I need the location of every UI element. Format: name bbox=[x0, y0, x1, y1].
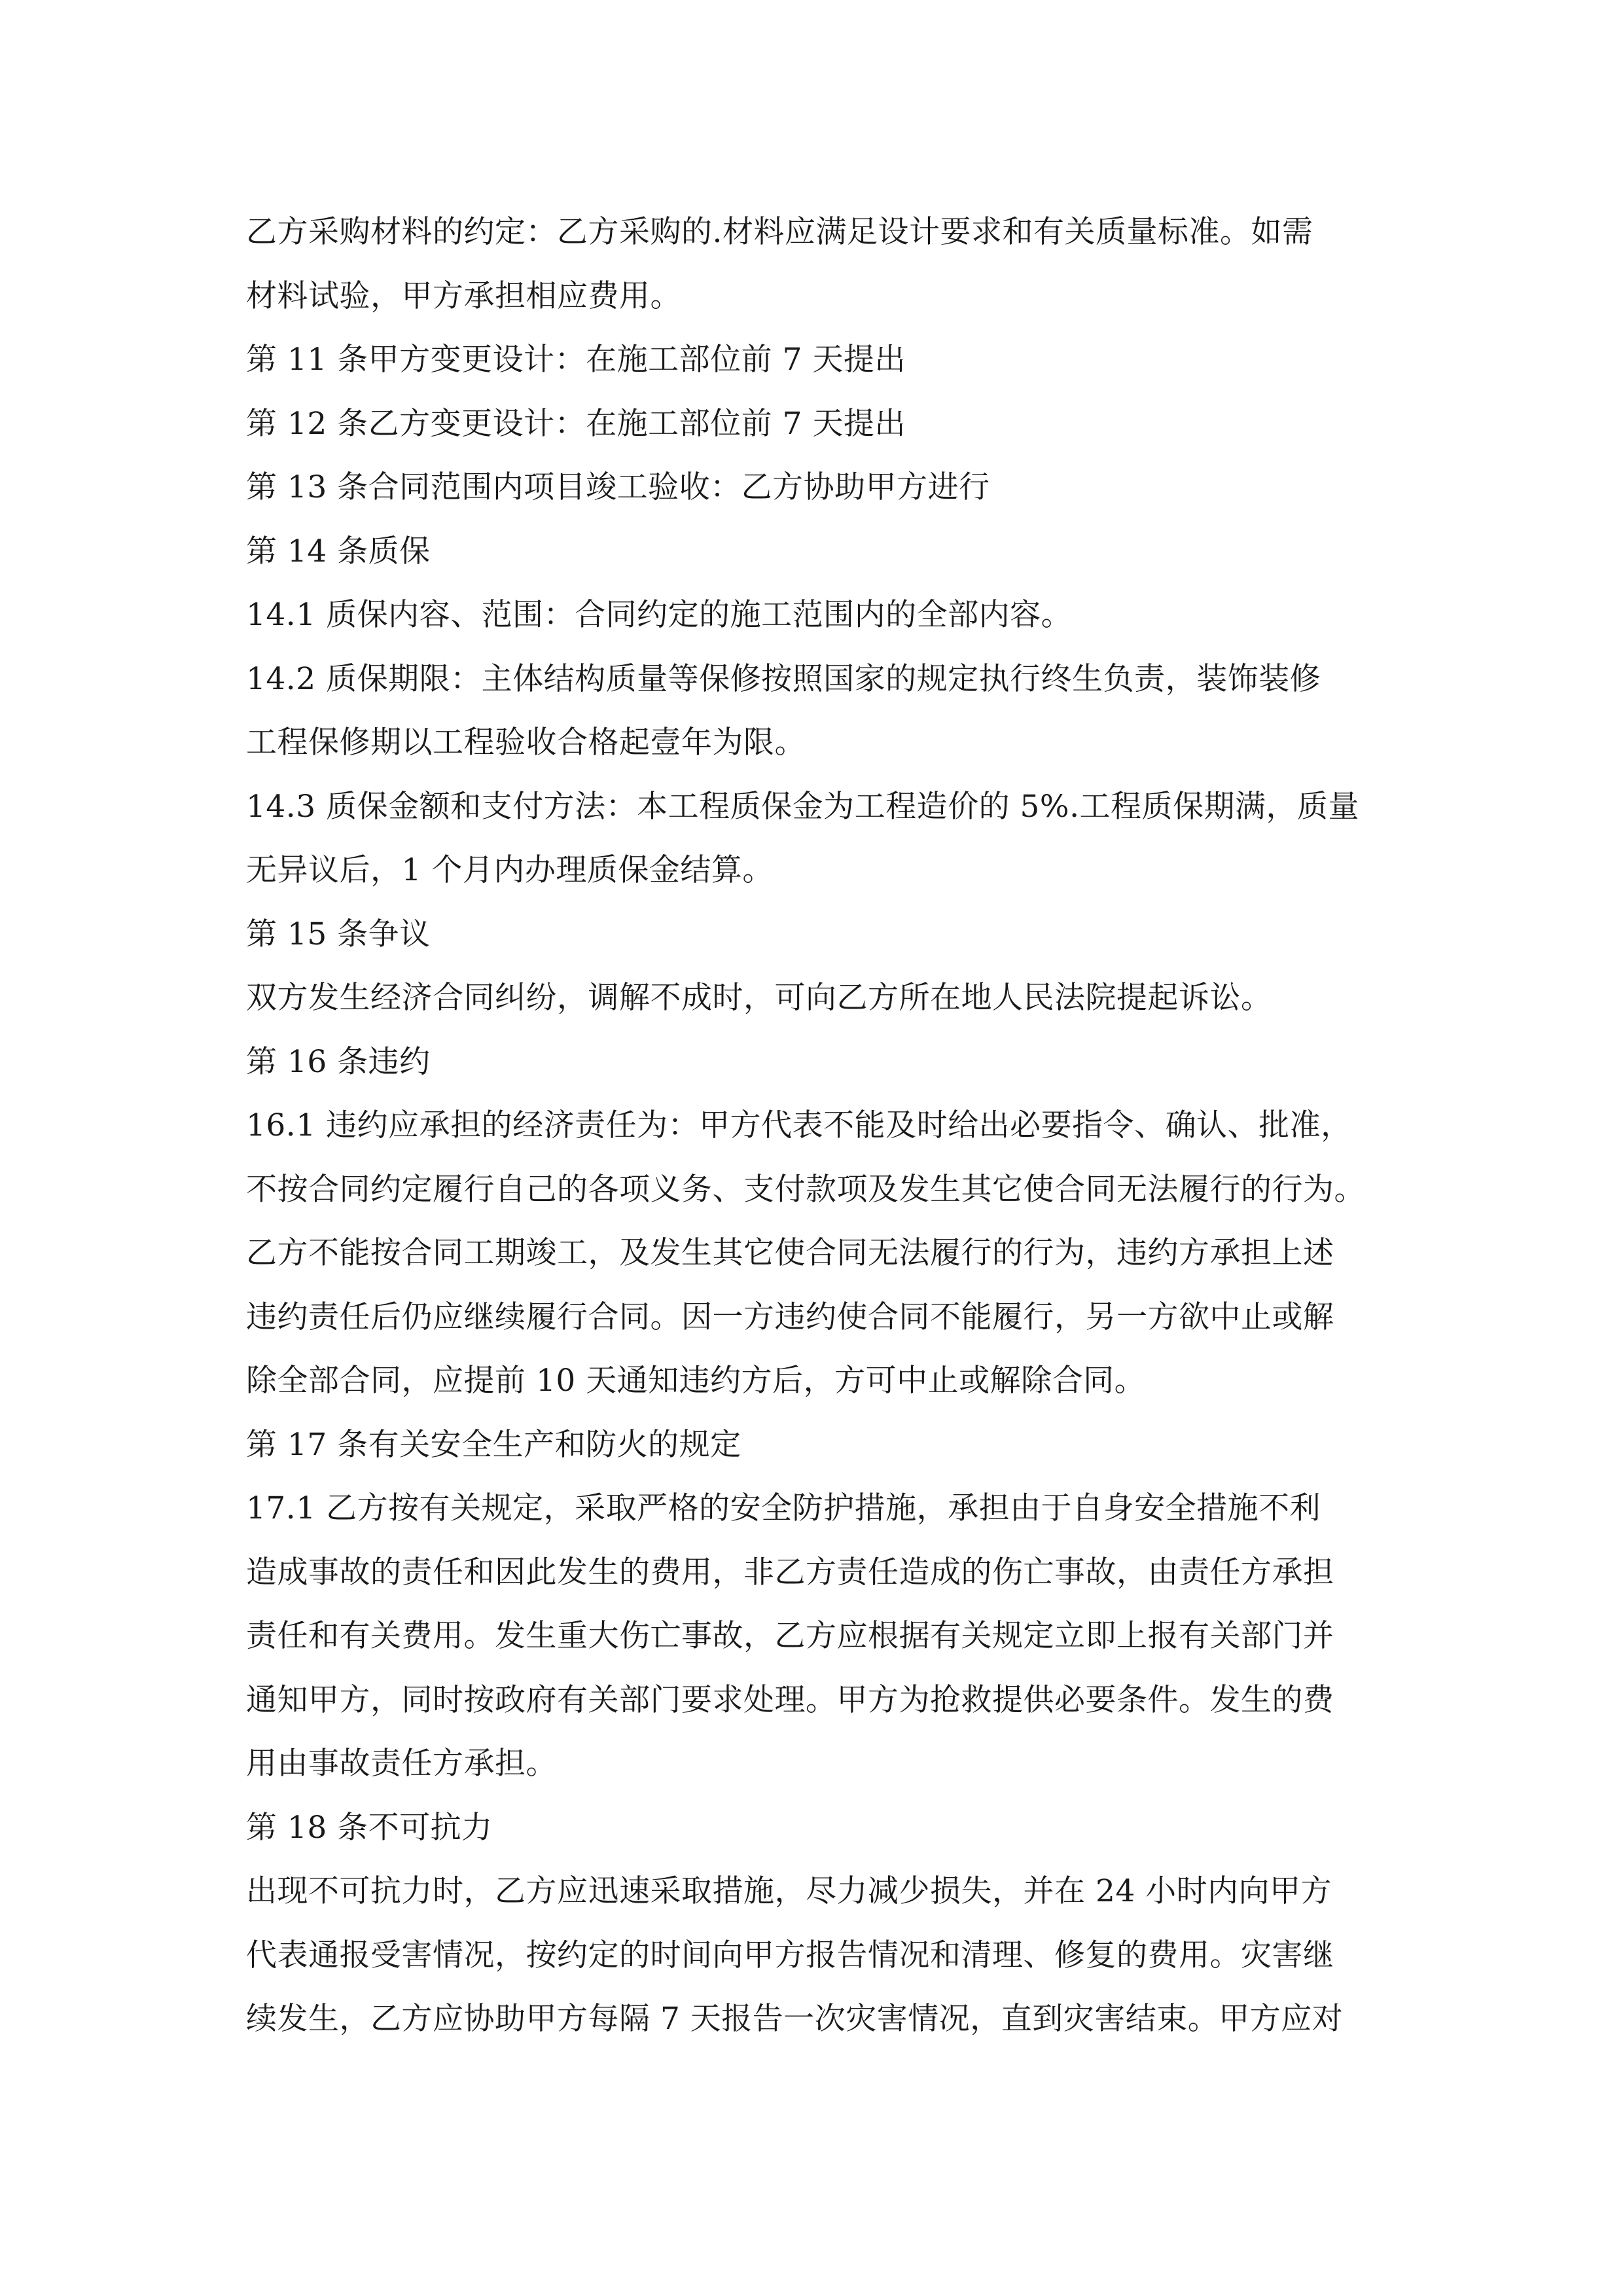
text-line: 用由事故责任方承担。 bbox=[246, 1746, 557, 1782]
clause-17-heading: 第 17 条有关安全生产和防火的规定 bbox=[246, 1426, 741, 1463]
text-line: 不按合同约定履行自己的各项义务、支付款项及发生其它使合同无法履行的行为。 bbox=[246, 1171, 1365, 1208]
clause-14-3: 14.3 质保金额和支付方法：本工程质保金为工程造价的 5%.工程质保期满，质量 bbox=[246, 788, 1360, 825]
text-line: 乙方采购材料的约定：乙方采购的.材料应满足设计要求和有关质量标准。如需 bbox=[246, 214, 1313, 250]
text-line: 通知甲方，同时按政府有关部门要求处理。甲方为抢救提供必要条件。发生的费 bbox=[246, 1681, 1334, 1718]
text-line: 工程保修期以工程验收合格起壹年为限。 bbox=[246, 725, 806, 761]
clause-12: 第 12 条乙方变更设计：在施工部位前 7 天提出 bbox=[246, 405, 906, 442]
clause-14-1: 14.1 质保内容、范围：合同约定的施工范围内的全部内容。 bbox=[246, 597, 1073, 633]
clause-18-heading: 第 18 条不可抗力 bbox=[246, 1809, 493, 1846]
clause-14-heading: 第 14 条质保 bbox=[246, 533, 431, 569]
text-line: 代表通报受害情况，按约定的时间向甲方报告情况和清理、修复的费用。灾害继 bbox=[246, 1937, 1334, 1973]
text-line: 除全部合同，应提前 10 天通知违约方后，方可中止或解除合同。 bbox=[246, 1363, 1146, 1399]
text-line: 责任和有关费用。发生重大伤亡事故，乙方应根据有关规定立即上报有关部门并 bbox=[246, 1618, 1334, 1654]
text-line: 材料试验，甲方承担相应费用。 bbox=[246, 278, 681, 314]
text-line: 无异议后，1 个月内办理质保金结算。 bbox=[246, 852, 774, 888]
clause-16-heading: 第 16 条违约 bbox=[246, 1043, 431, 1080]
clause-14-2: 14.2 质保期限：主体结构质量等保修按照国家的规定执行终生负责，装饰装修 bbox=[246, 660, 1321, 697]
clause-11: 第 11 条甲方变更设计：在施工部位前 7 天提出 bbox=[246, 342, 906, 378]
clause-13: 第 13 条合同范围内项目竣工验收：乙方协助甲方进行 bbox=[246, 469, 990, 505]
text-line: 违约责任后仍应继续履行合同。因一方违约使合同不能履行，另一方欲中止或解 bbox=[246, 1299, 1334, 1335]
text-line: 出现不可抗力时，乙方应迅速采取措施，尽力减少损失，并在 24 小时内向甲方 bbox=[246, 1873, 1332, 1909]
text-line: 续发生，乙方应协助甲方每隔 7 天报告一次灾害情况，直到灾害结束。甲方应对 bbox=[246, 2001, 1344, 2037]
text-line: 造成事故的责任和因此发生的费用，非乙方责任造成的伤亡事故，由责任方承担 bbox=[246, 1554, 1334, 1590]
clause-16-1: 16.1 违约应承担的经济责任为：甲方代表不能及时给出必要指令、确认、批准， bbox=[246, 1107, 1352, 1143]
text-line: 双方发生经济合同纠纷，调解不成时，可向乙方所在地人民法院提起诉讼。 bbox=[246, 980, 1272, 1016]
clause-15-heading: 第 15 条争议 bbox=[246, 916, 431, 952]
text-line: 乙方不能按合同工期竣工，及发生其它使合同无法履行的行为，违约方承担上述 bbox=[246, 1235, 1334, 1271]
document-body bbox=[246, 200, 1404, 2051]
clause-17-1: 17.1 乙方按有关规定，采取严格的安全防护措施，承担由于自身安全措施不利 bbox=[246, 1490, 1321, 1526]
